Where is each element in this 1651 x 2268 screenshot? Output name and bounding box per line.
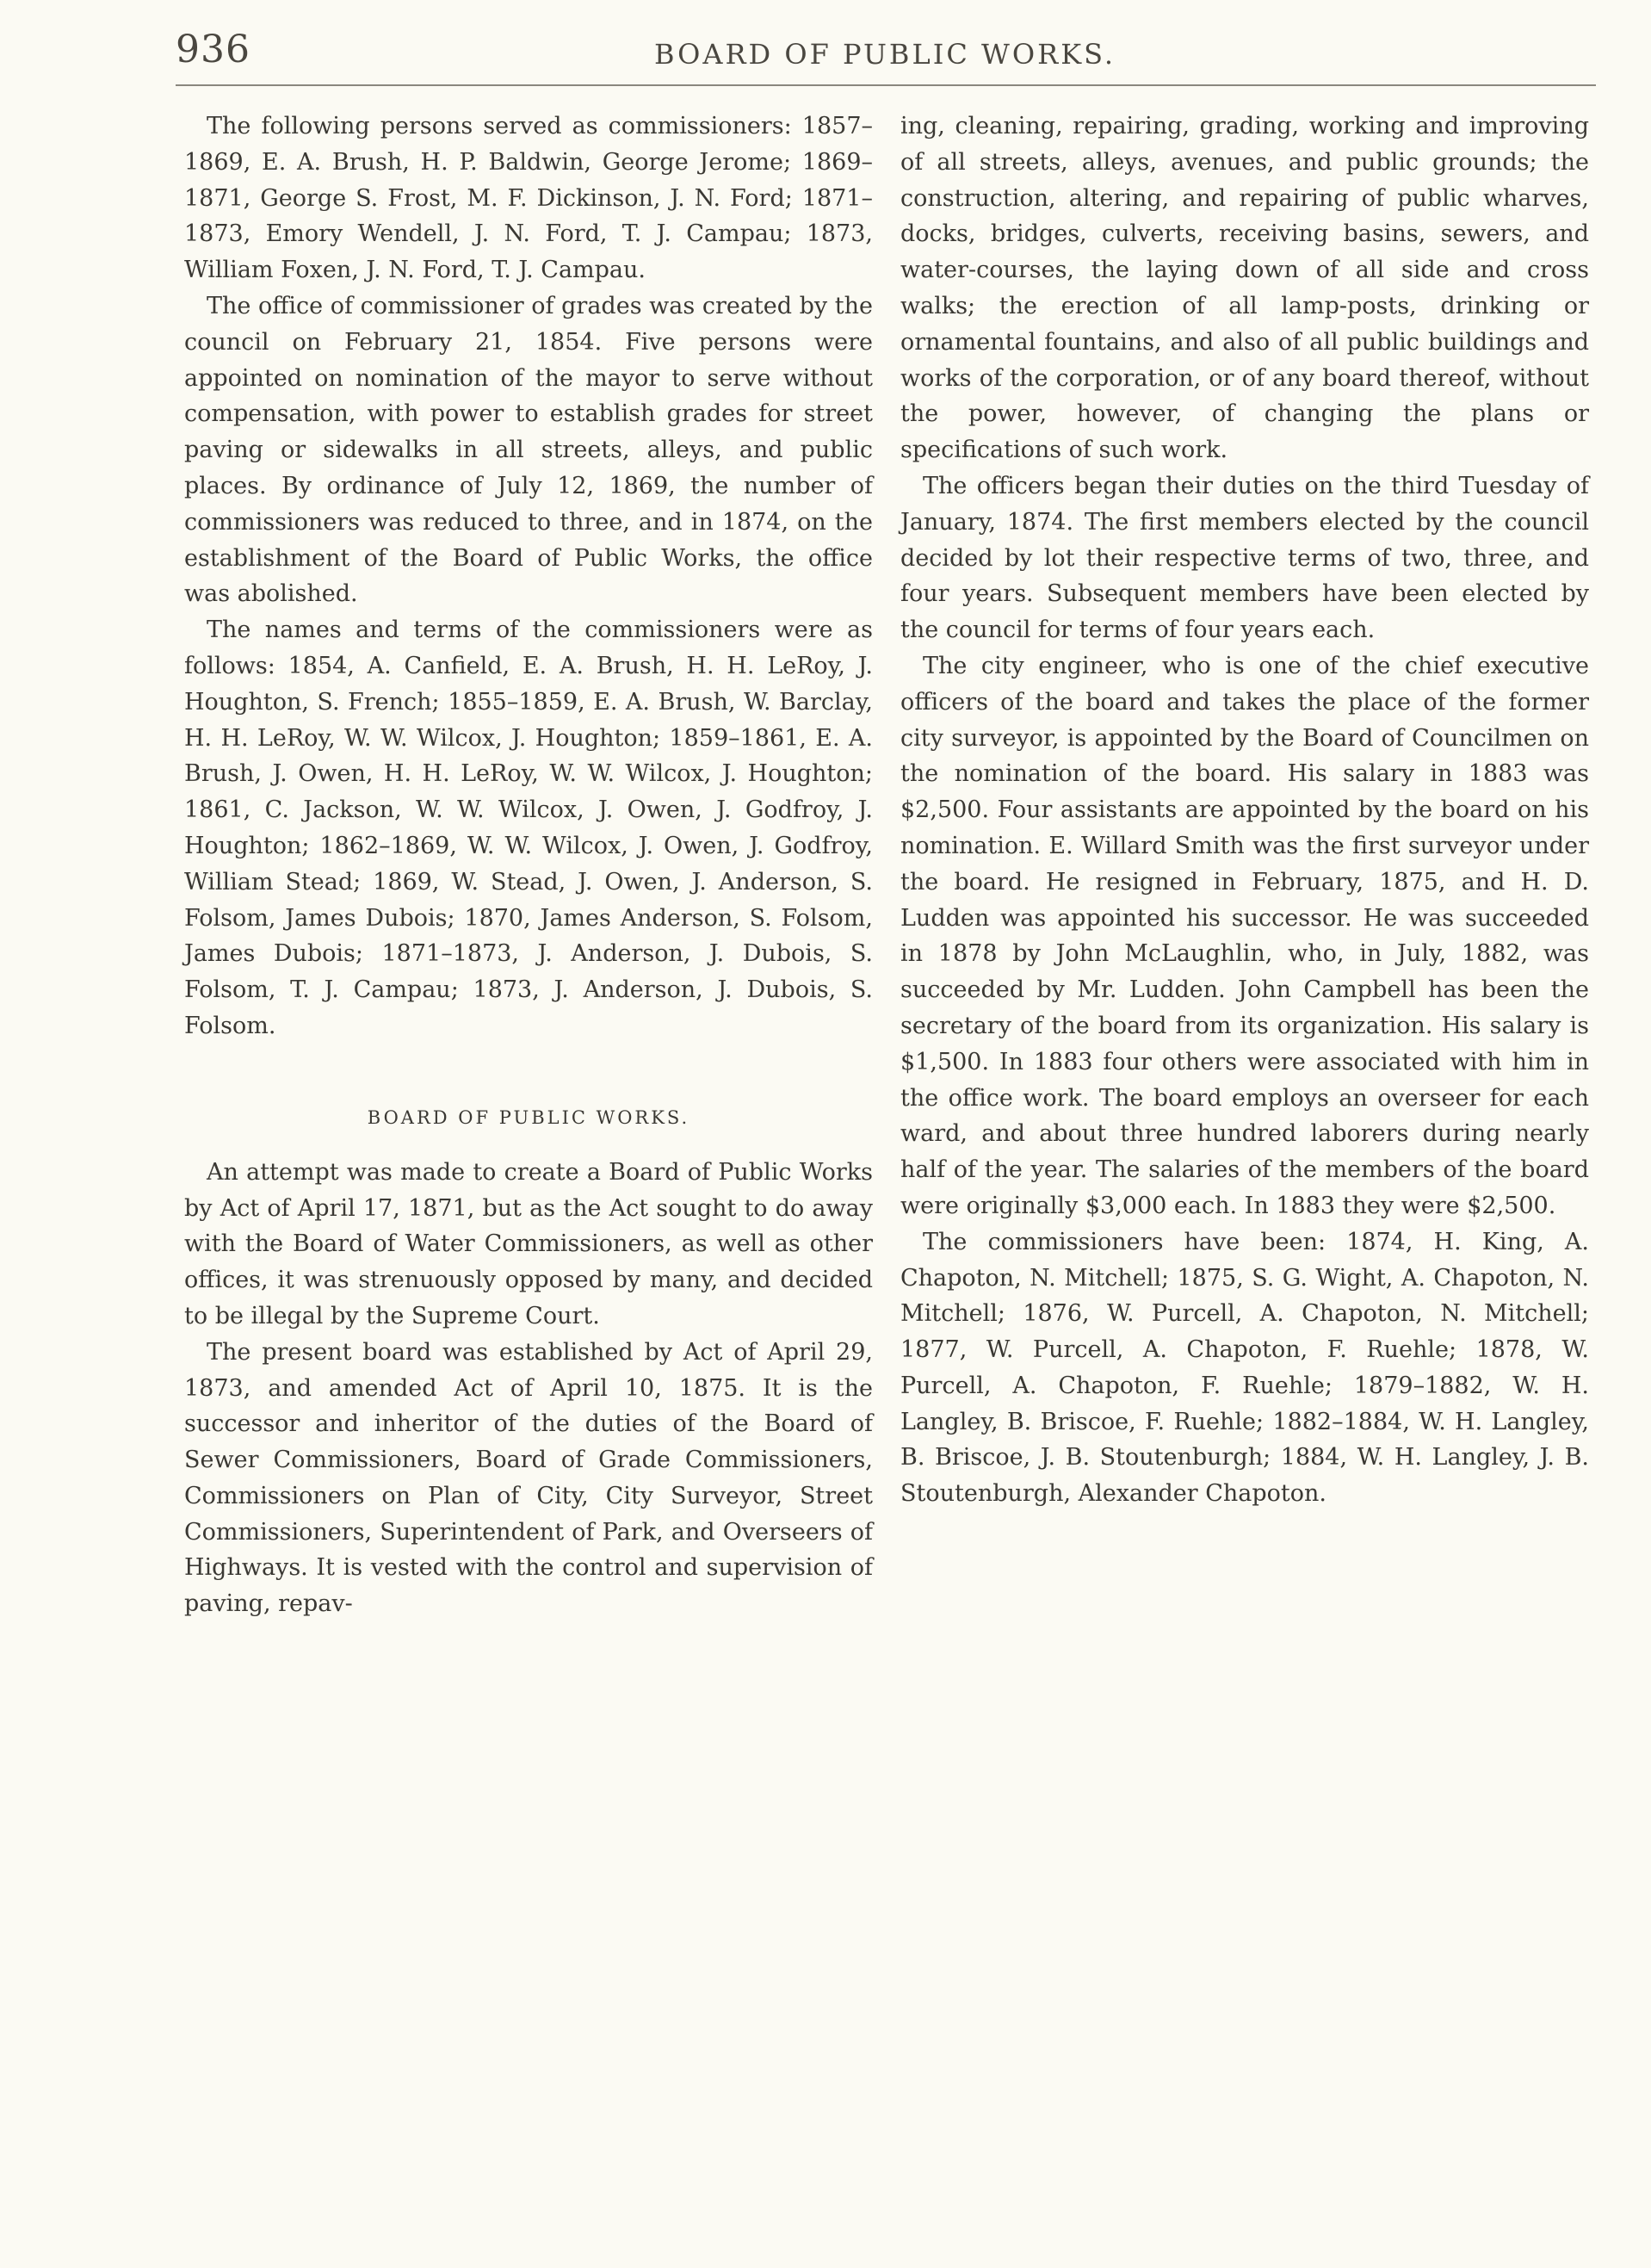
section-heading: BOARD OF PUBLIC WORKS.: [367, 1106, 690, 1128]
running-head: BOARD OF PUBLIC WORKS.: [654, 38, 1116, 71]
paragraph: The following persons served as commissioners: 1857–1869, E. A. Brush, H. P. Baldwin, George Jerome; 1869–1871, George S. Frost, M. F. Dickinson, J. N. Ford; 1871–1873, Emory Wendell, J. N. Ford, T. J. Campau; 1873, William Foxen, J. N. Ford, T. J. Campau.: [184, 113, 873, 284]
paragraph: The names and terms of the commissioners were as follows: 1854, A. Canfield, E. A. Brush, H. H. LeRoy, J. Houghton, S. French; 1855–1859, E. A. Brush, W. Barclay, H. H. LeRoy, W. W. Wilcox, J. Houghton; 1859–1861, E. A. Brush, J. Owen, H. H. LeRoy, W. W. Wilcox, J. Houghton; 1861, C. Jackson, W. W. Wilcox, J. Owen, J. Godfroy, J. Houghton; 1862–1869, W. W. Wilcox, J. Owen, J. Godfroy, William Stead; 1869, W. Stead, J. Owen, J. Anderson, S. Folsom, James Dubois; 1870, James Anderson, S. Folsom, James Dubois; 1871–1873, J. Anderson, J. Dubois, S. Folsom, T. J. Campau; 1873, J. Anderson, J. Dubois, S. Folsom.: [184, 617, 873, 1039]
paragraph-continuation: ing, cleaning, repairing, grading, working and improving of all streets, alleys, avenues, and public grounds; the construction, altering, and repairing of public wharves, docks, bridges, culverts, receiving basins, sewers, and water-courses, the laying down of all side and cross walks; the erection of all lamp-posts, drinking or ornamental fountains, and also of all public buildings and works of the corporation, or of any board thereof, without the power, however, of changing the plans or specifications of such work.: [900, 113, 1589, 464]
page-number: 936: [176, 28, 250, 71]
header-rule: [176, 84, 1596, 86]
right-column: [900, 108, 1589, 1512]
paragraph: The present board was established by Act of April 29, 1873, and amended Act of April 10, 1875. It is the successor and inheritor of the duties of the Board of Sewer Commissioners, Board of Grade Commissioners, Commissioners on Plan of City, City Surveyor, Street Commissioners, Superintendent of Park, and Overseers of Highways. It is vested with the control and supervision of paving, repav-: [184, 1338, 873, 1618]
paragraph: The commissioners have been: 1874, H. King, A. Chapoton, N. Mitchell; 1875, S. G. Wight, A. Chapoton, N. Mitchell; 1876, W. Purcell, A. Chapoton, N. Mitchell; 1877, W. Purcell, A. Chapoton, F. Ruehle; 1878, W. Purcell, A. Chapoton, F. Ruehle; 1879–1882, W. H. Langley, B. Briscoe, F. Ruehle; 1882–1884, W. H. Langley, B. Briscoe, J. B. Stoutenburgh; 1884, W. H. Langley, J. B. Stoutenburgh, Alexander Chapoton.: [900, 1228, 1589, 1508]
left-column: [184, 108, 873, 1622]
paragraph: An attempt was made to create a Board of Public Works by Act of April 17, 1871, but as the Act sought to do away with the Board of Water Commissioners, as well as other offices, it was strenuously opposed by many, and decided to be illegal by the Supreme Court.: [184, 1158, 873, 1329]
paragraph: The officers began their duties on the third Tuesday of January, 1874. The first members elected by the council decided by lot their respective terms of two, three, and four years. Subsequent members have been elected by the council for terms of four years each.: [900, 472, 1589, 644]
paragraph: The city engineer, who is one of the chief executive officers of the board and takes the place of the former city surveyor, is appointed by the Board of Councilmen on the nomination of the board. His salary in 1883 was $2,500. Four assistants are appointed by the board on his nomination. E. Willard Smith was the first surveyor under the board. He resigned in February, 1875, and H. D. Ludden was appointed his successor. He was succeeded in 1878 by John McLaughlin, who, in July, 1882, was succeeded by Mr. Ludden. John Campbell has been the secretary of the board from its organization. His salary is $1,500. In 1883 four others were associated with him in the office work. The board employs an overseer for each ward, and about three hundred laborers during nearly half of the year. The salaries of the members of the board were originally $3,000 each. In 1883 they were $2,500.: [900, 652, 1589, 1219]
paragraph: The office of commissioner of grades was created by the council on February 21, 1854. Five persons were appointed on nomination of the mayor to serve without compensation, with power to establish grades for street paving or sidewalks in all streets, alleys, and public places. By ordinance of July 12, 1869, the number of commissioners was reduced to three, and in 1874, on the establishment of the Board of Public Works, the office was abolished.: [184, 292, 873, 608]
